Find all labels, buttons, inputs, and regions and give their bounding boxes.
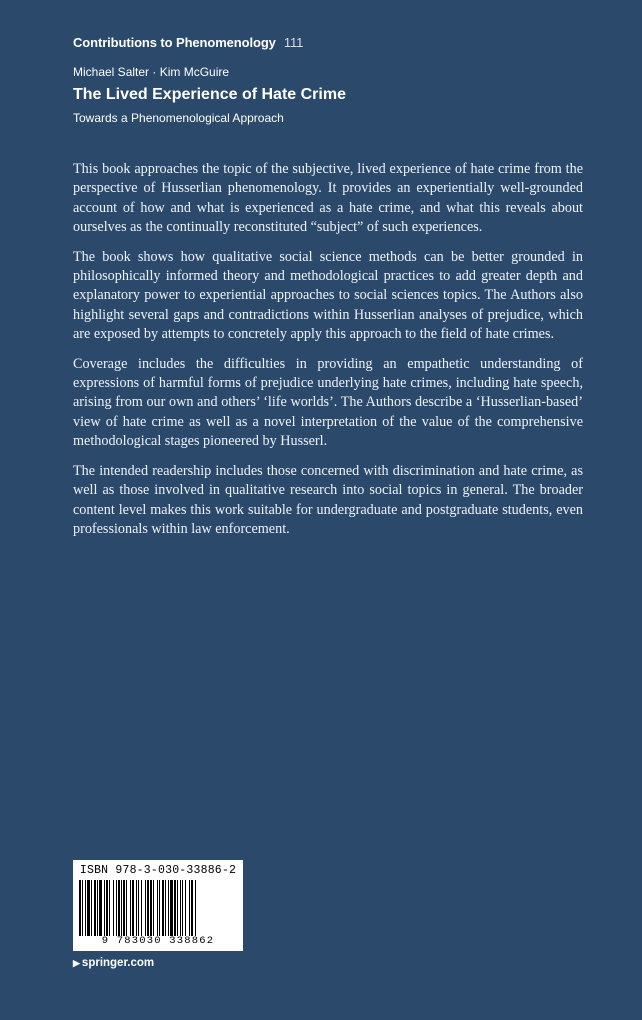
blurb-paragraph: Coverage includes the difficulties in providing an empathetic understanding of expressions of harmful forms of prejudice underlying hate crimes, including hate speech, arising from our own and others’ ‘life worlds’. The Authors describe a ‘Husserlian-based’ view of hate crime as well as a novel interpretation of the value of the comprehensive methodological stages pioneered by Husserl. xyxy=(73,355,583,450)
publisher-url: springer.com xyxy=(81,957,155,969)
isbn-barcode xyxy=(73,860,243,951)
series-volume: 111 xyxy=(283,35,304,50)
publisher-link[interactable] xyxy=(73,957,154,969)
barcode-bars xyxy=(79,880,237,936)
book-title: The Lived Experience of Hate Crime xyxy=(73,86,346,103)
blurb xyxy=(73,160,583,549)
triangle-right-icon: ▶ xyxy=(73,958,80,968)
isbn-label: ISBN 978-3-030-33886-2 xyxy=(79,864,237,877)
series-line xyxy=(73,35,303,50)
series-name: Contributions to Phenomenology xyxy=(73,35,276,50)
blurb-paragraph: The intended readership includes those concerned with discrimination and hate crime, as well as those involved in qualitative research into social topics in general. The broader content level makes this work suitable for undergraduate and postgraduate students, even professionals within law enforcement. xyxy=(73,462,583,537)
blurb-paragraph: The book shows how qualitative social science methods can be better grounded in philosophically informed theory and methodological practices to add greater depth and explanatory power to experiential approaches to social sciences topics. The Authors also highlight several gaps and contradictions within Husserlian analyses of prejudice, which are exposed by attempts to concretely apply this approach to the field of hate crimes. xyxy=(73,248,583,343)
book-subtitle: Towards a Phenomenological Approach xyxy=(73,111,284,125)
blurb-paragraph: This book approaches the topic of the subjective, lived experience of hate crime from the perspective of Husserlian phenomenology. It provides an experientially well-grounded account of how and what is experienced as a hate crime, and what this reveals about ourselves as the continually reconstituted “subject” of such experiences. xyxy=(73,161,583,236)
book-authors: Michael Salter · Kim McGuire xyxy=(73,65,230,79)
barcode-digits: 9 783030 338862 xyxy=(101,935,215,947)
